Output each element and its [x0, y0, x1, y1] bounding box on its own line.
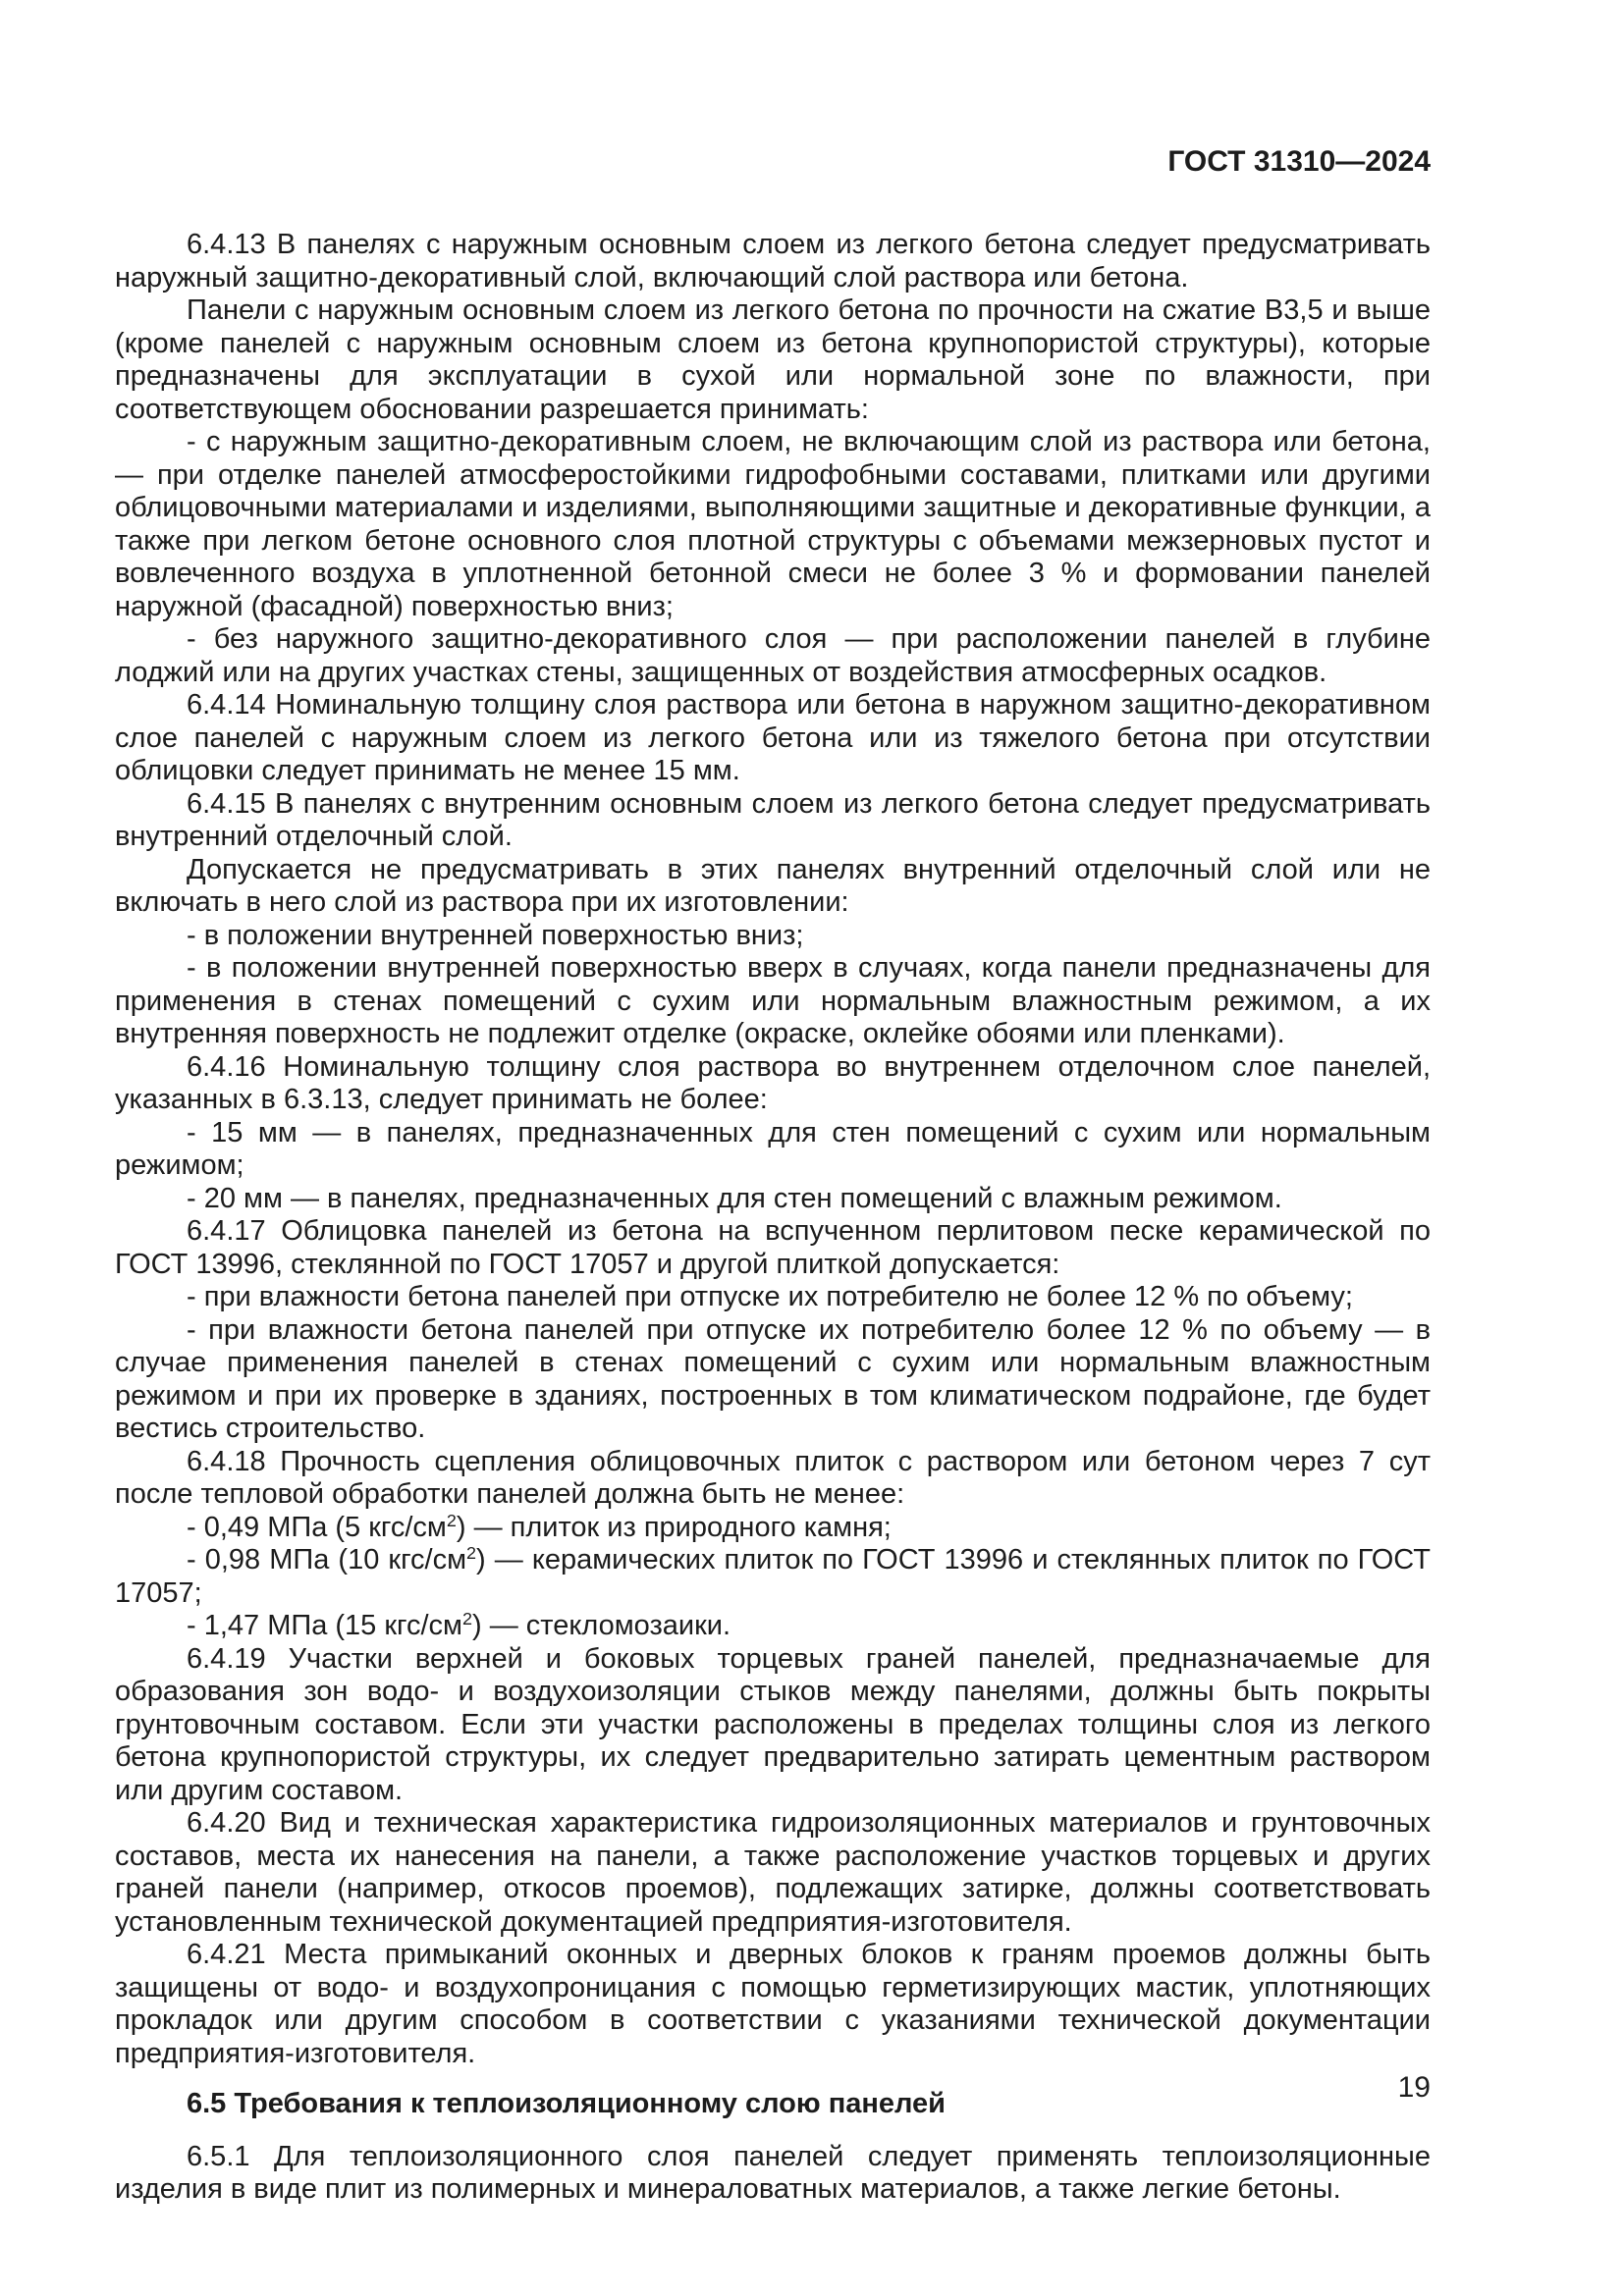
paragraph-panels-b35: Панели с наружным основным слоем из легкого бетона по прочности на сжатие В3,5 и выше (кроме панелей с наружным основным слоем из бетона крупнопористой структуры), которые предназначены для эксплуатации в сухой или нормальной зоне по влажности, при соответствующем обосновании разрешается принимать:	[115, 294, 1431, 425]
item-with-decor-layer: - с наружным защитно-декоративным слоем, не включающим слой из раствора или бетона, — при отделке панелей атмосферостойкими гидрофобными составами, плитками или другими облицовочными материалами и изделиями, выполняющими защитные и декоративные функции, а также при легком бетоне основного слоя плотной структуры с объемами межзерновых пустот и вовлеченного воздуха в уплотненной бетонной смеси не более 3 % и формовании панелей наружной (фасадной) поверхностью вниз;	[115, 426, 1431, 622]
superscript-2: 2	[462, 1609, 472, 1629]
paragraph-6-4-21: 6.4.21 Места примыканий оконных и дверных блоков к граням проемов должны быть защищены от водо- и воздухопроницания с помощью герметизирующих мастик, уплотняющих прокладок или другим способом в соответствии с указаниями технической документации предприятия-изготовителя.	[115, 1939, 1431, 2069]
section-heading-6-5: 6.5 Требования к теплоизоляционному слою панелей	[187, 2088, 946, 2119]
superscript-2: 2	[466, 1543, 477, 1564]
strength-text-post: ) — стекломозаики.	[472, 1610, 731, 1641]
paragraph-6-4-15: 6.4.15 В панелях с внутренним основным слоем из легкого бетона следует предусматривать внутренний отделочный слой.	[115, 787, 1431, 852]
item-15mm: - 15 мм — в панелях, предназначенных для стен помещений с сухим или нормальным режимом;	[115, 1116, 1431, 1181]
running-header: ГОСТ 31310—2024	[1167, 145, 1431, 178]
item-inner-face-up: - в положении внутренней поверхностью вверх в случаях, когда панели предназначены для применения в стенах помещений с сухим или нормальным влажностным режимом, а их внутренняя поверхность не подлежит отделке (окраске, оклейке обоями или пленками).	[115, 952, 1431, 1049]
strength-text-pre: - 0,98 МПа (10 кгс/см	[187, 1544, 467, 1575]
item-20mm: - 20 мм — в панелях, предназначенных для стен помещений с влажным режимом.	[187, 1182, 1282, 1214]
paragraph-allow-no-inner-layer: Допускается не предусматривать в этих панелях внутренний отделочный слой или не включать в него слой из раствора при их изготовлении:	[115, 853, 1431, 918]
strength-text-post: ) — плиток из природного камня;	[456, 1511, 892, 1543]
strength-text-pre: - 1,47 МПа (15 кгс/см	[187, 1610, 462, 1641]
item-strength-147	[115, 1610, 1431, 1643]
item-strength-049	[115, 1512, 1431, 1545]
paragraph-6-4-19: 6.4.19 Участки верхней и боковых торцевых граней панелей, предназначаемые для образования зон водо- и воздухоизоляции стыков между панелями, должны быть покрыты грунтовочным составом. Если эти участки расположены в пределах толщины слоя из легкого бетона крупнопористой структуры, их следует предварительно затирать цементным раствором или другим составом.	[115, 1642, 1431, 1806]
strength-text-pre: - 0,49 МПа (5 кгс/см	[187, 1511, 447, 1543]
item-without-decor-layer: - без наружного защитно-декоративного слоя — при расположении панелей в глубине лоджий или на других участках стены, защищенных от воздействия атмосферных осадков.	[115, 623, 1431, 688]
strength-text-post: ) — керамических плиток по ГОСТ 13996 и стеклянных плиток по ГОСТ 17057;	[115, 1544, 1431, 1609]
superscript-2: 2	[446, 1510, 457, 1530]
paragraph-6-5-1: 6.5.1 Для теплоизоляционного слоя панелей следует применять теплоизоляционные изделия в виде плит из полимерных и минераловатных материалов, а также легкие бетоны.	[115, 2140, 1431, 2205]
page-number: 19	[1397, 2071, 1431, 2104]
item-inner-face-down: - в положении внутренней поверхностью вниз;	[187, 919, 804, 951]
item-strength-098	[115, 1544, 1431, 1610]
paragraph-6-4-14: 6.4.14 Номинальную толщину слоя раствора или бетона в наружном защитно-декоративном слое панелей с наружным слоем из легкого бетона или из тяжелого бетона при отсутствии облицовки следует принимать не менее 15 мм.	[115, 689, 1431, 786]
paragraph-6-4-16: 6.4.16 Номинальную толщину слоя раствора во внутреннем отделочном слое панелей, указанных в 6.3.13, следует принимать не более:	[115, 1050, 1431, 1115]
paragraph-6-4-17: 6.4.17 Облицовка панелей из бетона на вспученном перлитовом песке керамической по ГОСТ 13996, стеклянной по ГОСТ 17057 и другой плиткой допускается:	[115, 1215, 1431, 1280]
paragraph-6-4-18: 6.4.18 Прочность сцепления облицовочных плиток с раствором или бетоном через 7 сут после тепловой обработки панелей должна быть не менее:	[115, 1445, 1431, 1510]
paragraph-6-4-20: 6.4.20 Вид и техническая характеристика гидроизоляционных материалов и грунтовочных составов, места их нанесения на панели, а также расположение участков торцевых и других граней панели (например, откосов проемов), подлежащих затирке, должны соответствовать установленным технической документацией предприятия-изготовителя.	[115, 1807, 1431, 1938]
document-body	[115, 229, 1431, 2207]
item-moisture-le-12: - при влажности бетона панелей при отпуске их потребителю не более 12 % по объему;	[187, 1281, 1353, 1312]
item-moisture-gt-12: - при влажности бетона панелей при отпуске их потребителю более 12 % по объему — в случае применения панелей в стенах помещений с сухим или нормальным влажностным режимом и при их проверке в зданиях, построенных в том климатическом подрайоне, где будет вестись строительство.	[115, 1313, 1431, 1444]
paragraph-6-4-13: 6.4.13 В панелях с наружным основным слоем из легкого бетона следует предусматривать наружный защитно-декоративный слой, включающий слой раствора или бетона.	[115, 229, 1431, 294]
